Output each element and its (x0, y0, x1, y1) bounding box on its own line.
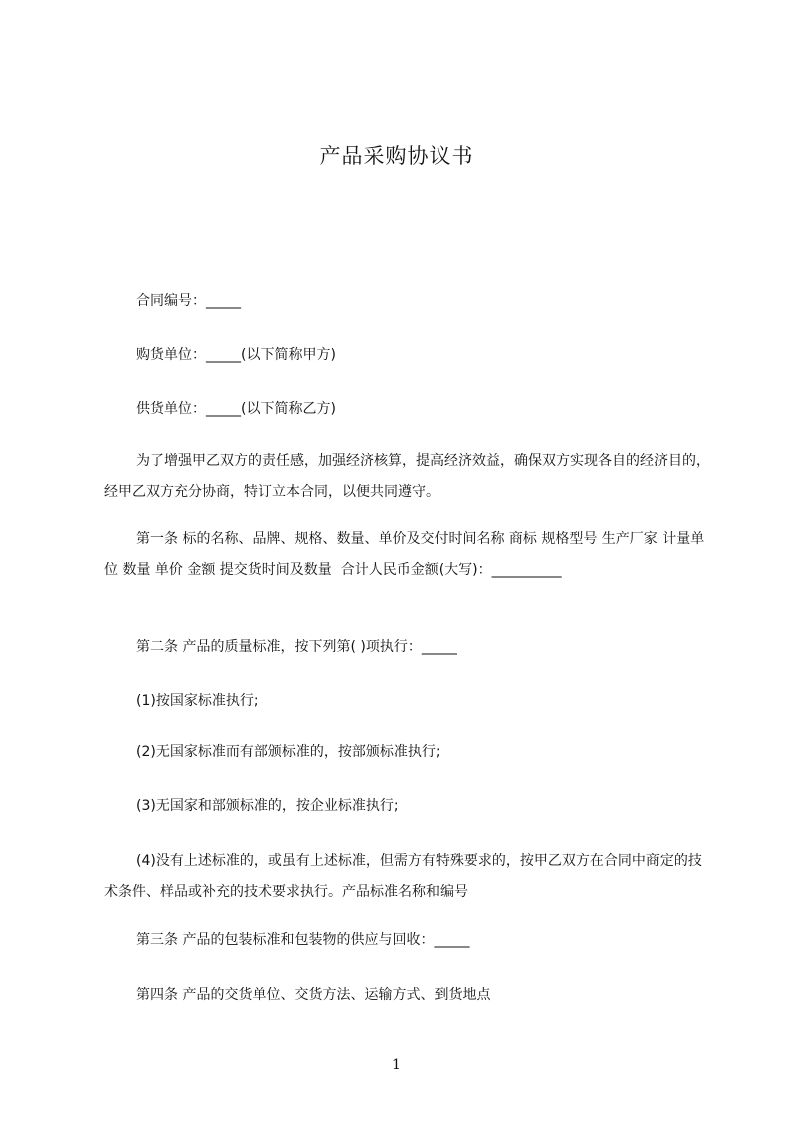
preamble-paragraph: 为了增强甲乙双方的责任感，加强经济核算，提高经济效益，确保双方实现各自的经济目的，经甲乙双方充分协商，特订立本合同，以便共同遵守。 (104, 453, 710, 500)
standard-item-1: (1)按国家标准执行; (136, 693, 259, 709)
article-4-paragraph: 第四条 产品的交货单位、交货方法、运输方式、到货地点 (136, 987, 491, 1003)
supplier-line: 供货单位：_____(以下简称乙方) (136, 401, 336, 417)
article-2-paragraph: 第二条 产品的质量标准，按下列第( )项执行：_____ (136, 639, 457, 655)
standard-item-4: (4)没有上述标准的，或虽有上述标准，但需方有特殊要求的，按甲乙双方在合同中商定的技术条件、样品或补充的技术要求执行。产品标准名称和编号 (104, 853, 702, 900)
standard-item-2: (2)无国家标准而有部颁标准的，按部颁标准执行; (136, 744, 441, 760)
standard-item-3: (3)无国家和部颁标准的，按企业标准执行; (136, 798, 399, 814)
article-3-paragraph: 第三条 产品的包装标准和包装物的供应与回收：_____ (136, 932, 470, 948)
buyer-line: 购货单位：_____(以下简称甲方) (136, 347, 336, 363)
document-title: 产品采购协议书 (319, 144, 474, 168)
article-1-paragraph: 第一条 标的名称、品牌、规格、数量、单价及交付时间名称 商标 规格型号 生产厂家 计量单位 数量 单价 金额 提交货时间及数量 合计人民币金额(大写)：__________ (104, 531, 705, 578)
contract-number-line: 合同编号：_____ (136, 293, 241, 309)
page-number: 1 (392, 1057, 401, 1073)
